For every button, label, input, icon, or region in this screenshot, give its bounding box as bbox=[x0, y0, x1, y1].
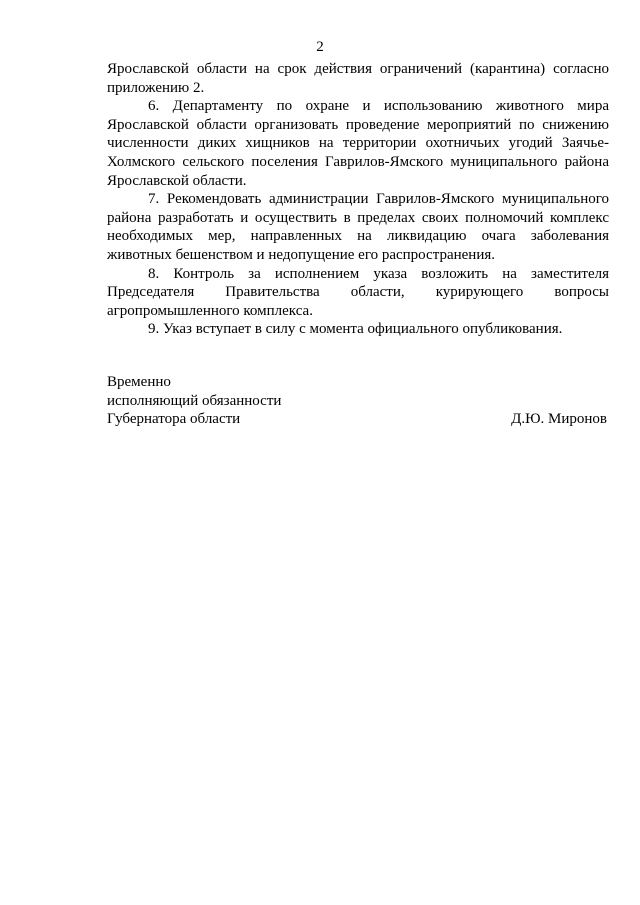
decree-body bbox=[107, 60, 609, 339]
signature-title-line-1: Временно bbox=[107, 374, 171, 390]
paragraph-item-9: 9. Указ вступает в силу с момента официального опубликования. bbox=[148, 321, 563, 338]
page-number: 2 bbox=[316, 39, 324, 55]
signature-row bbox=[107, 410, 607, 429]
paragraph-item-8: 8. Контроль за исполнением указа возложить на заместителя Председателя Правительства области, курирующего вопросы агропромышленного комплекса. bbox=[107, 265, 609, 319]
paragraph-item-6: 6. Департаменту по охране и использованию животного мира Ярославской области организовать проведение мероприятий по снижению численности диких хищников на территории охотничьих угодий Заячье-Холмского сельского поселения Гаврилов-Ямского муниципального района Ярославской области. bbox=[107, 98, 609, 189]
signature-title-line-2: исполняющий обязанности bbox=[107, 392, 282, 409]
signature-title-line-3: Губернатора области bbox=[107, 411, 241, 428]
signature-block bbox=[107, 373, 607, 429]
paragraph-continuation: Ярославской области на срок действия ограничений (карантина) согласно приложению 2. bbox=[107, 61, 609, 96]
signatory-name: Д.Ю. Миронов bbox=[511, 411, 607, 428]
paragraph-item-7: 7. Рекомендовать администрации Гаврилов-Ямского муниципального района разработать и осуществить в пределах своих полномочий комплекс необходимых мер, направленных на ликвидацию очага заболевания животных бешенством и недопущение его распространения. bbox=[107, 191, 609, 263]
